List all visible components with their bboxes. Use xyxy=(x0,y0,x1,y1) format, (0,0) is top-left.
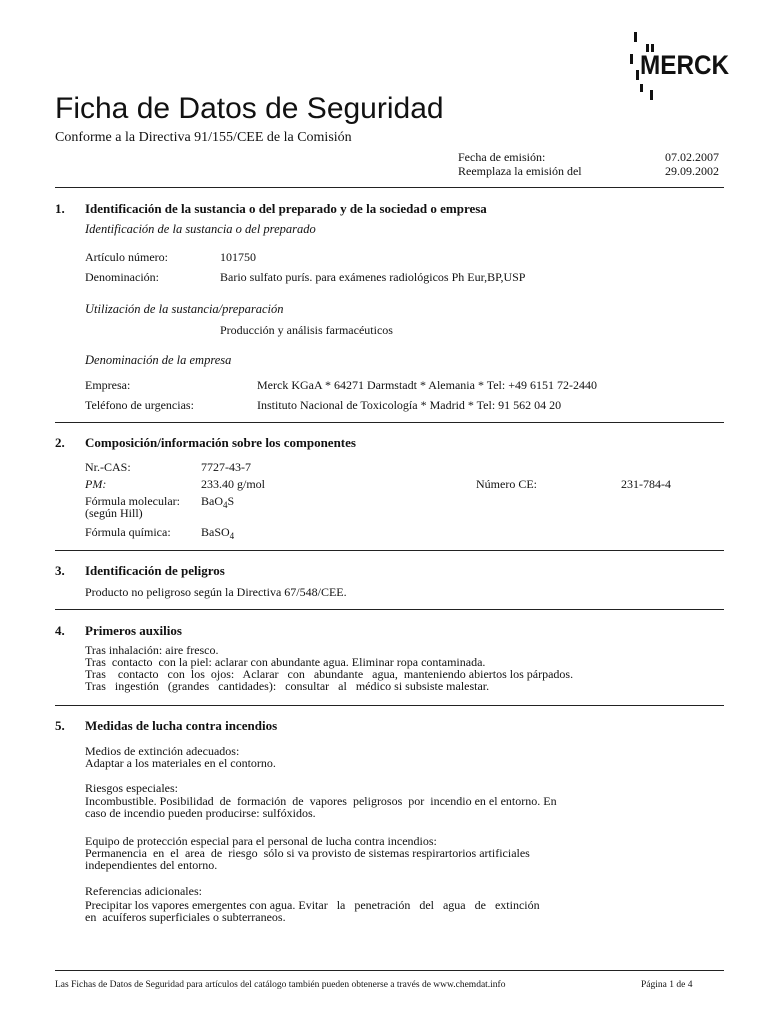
section-1-title: Identificación de la sustancia o del preparado y de la sociedad o empresa xyxy=(85,201,487,216)
first-aid-inhalation: Tras inhalación: aire fresco. xyxy=(85,643,219,657)
divider xyxy=(55,422,724,423)
merck-logo-text: MERCK xyxy=(640,50,730,80)
footer-divider xyxy=(55,970,724,971)
issue-date-value: 07.02.2007 xyxy=(665,150,719,164)
page-number: Página 1 de 4 xyxy=(641,980,693,990)
extinguishing-media-label: Medios de extinción adecuados: xyxy=(85,744,240,758)
molecular-formula-value: BaO$_4$S xyxy=(201,494,235,510)
section-4-number: 4. xyxy=(55,623,65,638)
protective-equipment-text-2: independientes del entorno. xyxy=(85,858,218,872)
special-hazards-label: Riesgos especiales: xyxy=(85,781,178,795)
molar-mass-value: 233.40 g/mol xyxy=(201,477,266,491)
divider xyxy=(55,705,724,706)
cas-value: 7727-43-7 xyxy=(201,460,251,474)
hazard-statement: Producto no peligroso según la Directiva 67/548/CEE. xyxy=(85,585,347,599)
first-aid-ingestion: Tras ingestión (grandes cantidades): consultar al médico si subsiste malestar. xyxy=(85,679,490,693)
special-hazards-text-1: Incombustible. Posibilidad de formación de vapores peligrosos por incendio en el entorno. En xyxy=(85,794,557,808)
divider xyxy=(55,609,724,610)
first-aid-eyes: Tras contacto con los ojos: Aclarar con abundante agua, manteniendo abiertos los párpados. xyxy=(85,667,574,681)
section-2-number: 2. xyxy=(55,435,65,450)
extinguishing-media-text: Adaptar a los materiales en el contorno. xyxy=(85,756,276,770)
section-3-number: 3. xyxy=(55,563,65,578)
article-number-label: Artículo número: xyxy=(85,250,168,264)
chemical-formula-value: BaSO$_4$ xyxy=(201,525,235,541)
section-5-number: 5. xyxy=(55,718,65,733)
protective-equipment-text-1: Permanencia en el area de riesgo sólo si va provisto de sistemas respirartorios artificiales xyxy=(85,846,530,860)
molecular-formula-note: (según Hill) xyxy=(85,506,143,520)
ec-number-value: 231-784-4 xyxy=(621,477,671,491)
section-1-subheading-substance: Identificación de la sustancia o del preparado xyxy=(85,222,316,236)
denomination-value: Bario sulfato purís. para exámenes radiológicos Ph Eur,BP,USP xyxy=(220,270,526,284)
issue-date-label: Fecha de emisión: xyxy=(458,150,546,164)
section-1-number: 1. xyxy=(55,201,65,216)
protective-equipment-label: Equipo de protección especial para el personal de lucha contra incendios: xyxy=(85,834,437,848)
emergency-phone-label: Teléfono de urgencias: xyxy=(85,398,194,412)
replaces-label: Reemplaza la emisión del xyxy=(458,164,582,178)
emergency-phone-value: Instituto Nacional de Toxicología * Madrid * Tel: 91 562 04 20 xyxy=(257,398,562,412)
section-1-subheading-use: Utilización de la sustancia/preparación xyxy=(85,302,284,316)
company-label: Empresa: xyxy=(85,378,131,392)
special-hazards-text-2: caso de incendio pueden producirse: sulfóxidos. xyxy=(85,806,316,820)
divider xyxy=(55,550,724,551)
footer-note: Las Fichas de Datos de Seguridad para artículos del catálogo también pueden obtenerse a través de www.chemdat.info xyxy=(55,980,506,990)
ec-number-label: Número CE: xyxy=(476,477,537,491)
chemical-formula-label: Fórmula química: xyxy=(85,525,171,539)
section-1-subheading-company: Denominación de la empresa xyxy=(85,353,232,367)
section-5-title: Medidas de lucha contra incendios xyxy=(85,718,278,733)
first-aid-skin: Tras contacto con la piel: aclarar con abundante agua. Eliminar ropa contaminada. xyxy=(85,655,486,669)
use-value: Producción y análisis farmacéuticos xyxy=(220,323,393,337)
section-4-title: Primeros auxilios xyxy=(85,623,182,638)
section-3-title: Identificación de peligros xyxy=(85,563,225,578)
molar-mass-label: PM: xyxy=(85,477,107,491)
denomination-label: Denominación: xyxy=(85,270,159,284)
molecular-formula-label: Fórmula molecular: xyxy=(85,494,180,508)
page-subtitle: Conforme a la Directiva 91/155/CEE de la Comisión xyxy=(55,130,352,145)
additional-references-text-2: en acuíferos superficiales o subterraneos. xyxy=(85,910,286,924)
cas-label: Nr.-CAS: xyxy=(85,460,131,474)
company-value: Merck KGaA * 64271 Darmstadt * Alemania * Tel: +49 6151 72-2440 xyxy=(257,378,597,392)
article-number-value: 101750 xyxy=(220,250,256,264)
page-title: Ficha de Datos de Seguridad xyxy=(55,92,444,125)
additional-references-text-1: Precipitar los vapores emergentes con agua. Evitar la penetración del agua de extinción xyxy=(85,898,540,912)
divider xyxy=(55,187,724,188)
additional-references-label: Referencias adicionales: xyxy=(85,884,202,898)
replaces-date-value: 29.09.2002 xyxy=(665,164,719,178)
section-2-title: Composición/información sobre los componentes xyxy=(85,435,356,450)
